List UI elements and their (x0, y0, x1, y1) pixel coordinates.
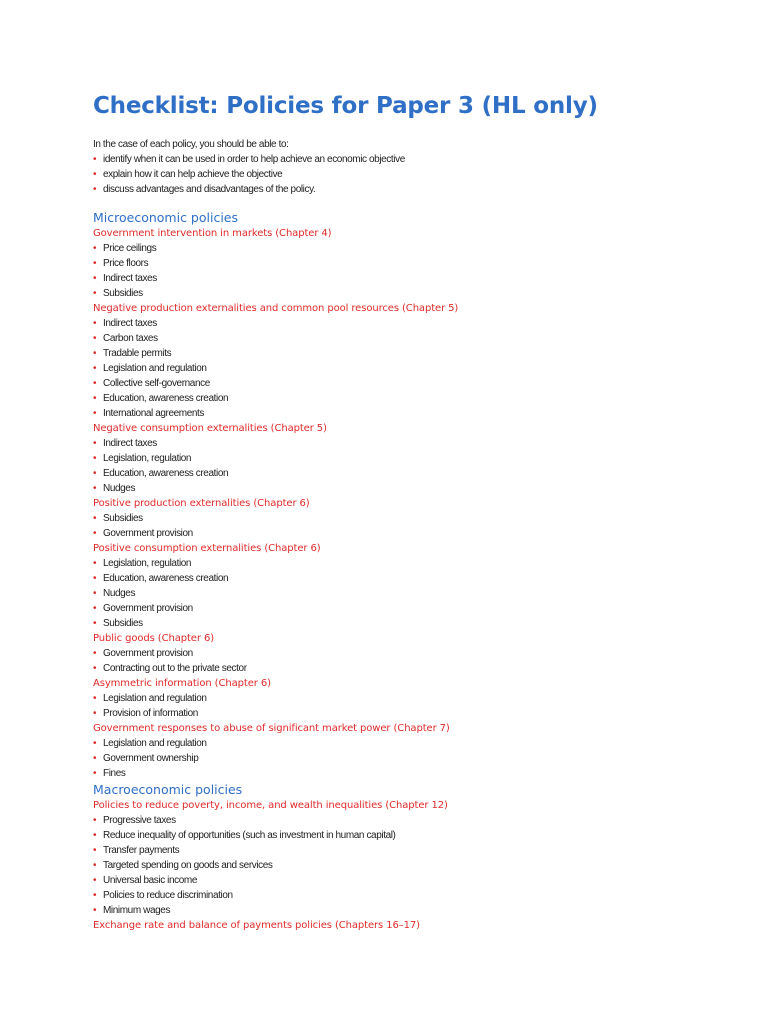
bullet-icon: • (93, 184, 97, 195)
bullet-icon: • (93, 513, 97, 524)
policy-item-text: Legislation and regulation (103, 738, 207, 749)
policy-item-text: Legislation and regulation (103, 693, 207, 704)
bullet-icon: • (93, 378, 97, 389)
policy-item (93, 736, 733, 751)
policy-item-text: Government provision (103, 603, 193, 614)
policy-item-text: Contracting out to the private sector (103, 663, 247, 674)
policy-item-text: Government provision (103, 648, 193, 659)
policy-item (93, 766, 733, 781)
policy-item (93, 331, 733, 346)
policy-item-text: Targeted spending on goods and services (103, 860, 273, 871)
bullet-icon: • (93, 483, 97, 494)
policy-item (93, 646, 733, 661)
policy-group-title: Negative production externalities and common pool resources (Chapter 5) (93, 303, 459, 314)
policy-item (93, 361, 733, 376)
page-title: Checklist: Policies for Paper 3 (HL only) (93, 93, 598, 119)
bullet-icon: • (93, 453, 97, 464)
policy-item-text: Carbon taxes (103, 333, 158, 344)
intro-point-text: identify when it can be used in order to help achieve an economic objective (103, 154, 405, 165)
policy-group-title: Public goods (Chapter 6) (93, 633, 215, 644)
policy-item-text: Reduce inequality of opportunities (such as investment in human capital) (103, 830, 396, 841)
bullet-icon: • (93, 738, 97, 749)
policy-item (93, 888, 733, 903)
bullet-icon: • (93, 243, 97, 254)
policy-item (93, 706, 733, 721)
policy-item (93, 391, 733, 406)
bullet-icon: • (93, 363, 97, 374)
policy-group-title: Negative consumption externalities (Chapter 5) (93, 423, 327, 434)
policy-item-text: Nudges (103, 588, 136, 599)
bullet-icon: • (93, 438, 97, 449)
policy-group-title: Government intervention in markets (Chapter 4) (93, 228, 332, 239)
policy-item-text: Indirect taxes (103, 273, 157, 284)
policy-item (93, 751, 733, 766)
bullet-icon: • (93, 288, 97, 299)
bullet-icon: • (93, 333, 97, 344)
bullet-icon: • (93, 154, 97, 165)
policy-item-text: Subsidies (103, 288, 143, 299)
policy-item-text: Transfer payments (103, 845, 180, 856)
policy-item (93, 556, 733, 571)
bullet-icon: • (93, 845, 97, 856)
bullet-icon: • (93, 815, 97, 826)
policy-item-text: Provision of information (103, 708, 198, 719)
bullet-icon: • (93, 528, 97, 539)
bullet-icon: • (93, 273, 97, 284)
intro-point-text: explain how it can help achieve the objective (103, 169, 283, 180)
policy-item (93, 813, 733, 828)
bullet-icon: • (93, 875, 97, 886)
policy-group-title: Positive consumption externalities (Chapter 6) (93, 543, 321, 554)
policy-item (93, 601, 733, 616)
intro-point (93, 152, 733, 167)
policy-item (93, 843, 733, 858)
policy-item-text: Policies to reduce discrimination (103, 890, 233, 901)
section-heading: Macroeconomic policies (93, 782, 243, 797)
policy-item-text: Price floors (103, 258, 149, 269)
policy-item (93, 526, 733, 541)
policy-item (93, 616, 733, 631)
policy-item-text: International agreements (103, 408, 205, 419)
document-page (93, 91, 733, 933)
policy-item (93, 241, 733, 256)
policy-item-text: Legislation and regulation (103, 363, 207, 374)
policy-item (93, 436, 733, 451)
policy-item-text: Education, awareness creation (103, 393, 229, 404)
bullet-icon: • (93, 468, 97, 479)
policy-item-text: Subsidies (103, 618, 143, 629)
bullet-icon: • (93, 708, 97, 719)
policy-item-text: Universal basic income (103, 875, 198, 886)
bullet-icon: • (93, 648, 97, 659)
policy-group-title: Asymmetric information (Chapter 6) (93, 678, 271, 689)
policy-item (93, 466, 733, 481)
policy-item-text: Price ceilings (103, 243, 157, 254)
policy-item (93, 858, 733, 873)
bullet-icon: • (93, 753, 97, 764)
policy-item (93, 271, 733, 286)
policy-item-text: Indirect taxes (103, 318, 157, 329)
policy-item (93, 873, 733, 888)
bullet-icon: • (93, 603, 97, 614)
policy-item (93, 286, 733, 301)
policy-item-text: Government provision (103, 528, 193, 539)
policy-item (93, 316, 733, 331)
bullet-icon: • (93, 169, 97, 180)
macroeconomic-section (93, 781, 733, 933)
intro-point-text: discuss advantages and disadvantages of the policy. (103, 184, 316, 195)
policy-item (93, 406, 733, 421)
bullet-icon: • (93, 768, 97, 779)
policy-item (93, 828, 733, 843)
policy-item-text: Government ownership (103, 753, 199, 764)
policy-item (93, 256, 733, 271)
bullet-icon: • (93, 618, 97, 629)
bullet-icon: • (93, 890, 97, 901)
policy-item (93, 511, 733, 526)
policy-item-text: Education, awareness creation (103, 573, 229, 584)
microeconomic-section (93, 209, 733, 781)
policy-item (93, 451, 733, 466)
bullet-icon: • (93, 860, 97, 871)
policy-item-text: Education, awareness creation (103, 468, 229, 479)
intro-point (93, 167, 733, 182)
policy-item-text: Subsidies (103, 513, 143, 524)
bullet-icon: • (93, 348, 97, 359)
policy-item (93, 376, 733, 391)
policy-item-text: Minimum wages (103, 905, 171, 916)
section-heading: Microeconomic policies (93, 210, 238, 225)
policy-item (93, 571, 733, 586)
bullet-icon: • (93, 258, 97, 269)
policy-item-text: Fines (103, 768, 126, 779)
bullet-icon: • (93, 588, 97, 599)
policy-item-text: Nudges (103, 483, 136, 494)
intro-lead: In the case of each policy, you should be able to: (93, 139, 289, 150)
policy-item (93, 661, 733, 676)
bullet-icon: • (93, 905, 97, 916)
bullet-icon: • (93, 693, 97, 704)
policy-item-text: Legislation, regulation (103, 453, 192, 464)
policy-item (93, 346, 733, 361)
intro-block (93, 137, 733, 197)
policy-group-title: Exchange rate and balance of payments policies (Chapters 16–17) (93, 920, 420, 931)
bullet-icon: • (93, 573, 97, 584)
policy-item-text: Collective self-governance (103, 378, 210, 389)
policy-item (93, 903, 733, 918)
policy-group-title: Government responses to abuse of significant market power (Chapter 7) (93, 723, 450, 734)
policy-item-text: Progressive taxes (103, 815, 176, 826)
bullet-icon: • (93, 663, 97, 674)
bullet-icon: • (93, 830, 97, 841)
policy-item (93, 691, 733, 706)
policy-group-title: Policies to reduce poverty, income, and wealth inequalities (Chapter 12) (93, 800, 448, 811)
bullet-icon: • (93, 408, 97, 419)
policy-item (93, 586, 733, 601)
bullet-icon: • (93, 558, 97, 569)
policy-item (93, 481, 733, 496)
policy-group-title: Positive production externalities (Chapter 6) (93, 498, 310, 509)
policy-item-text: Legislation, regulation (103, 558, 192, 569)
policy-item-text: Tradable permits (103, 348, 172, 359)
intro-point (93, 182, 733, 197)
bullet-icon: • (93, 318, 97, 329)
bullet-icon: • (93, 393, 97, 404)
policy-item-text: Indirect taxes (103, 438, 157, 449)
